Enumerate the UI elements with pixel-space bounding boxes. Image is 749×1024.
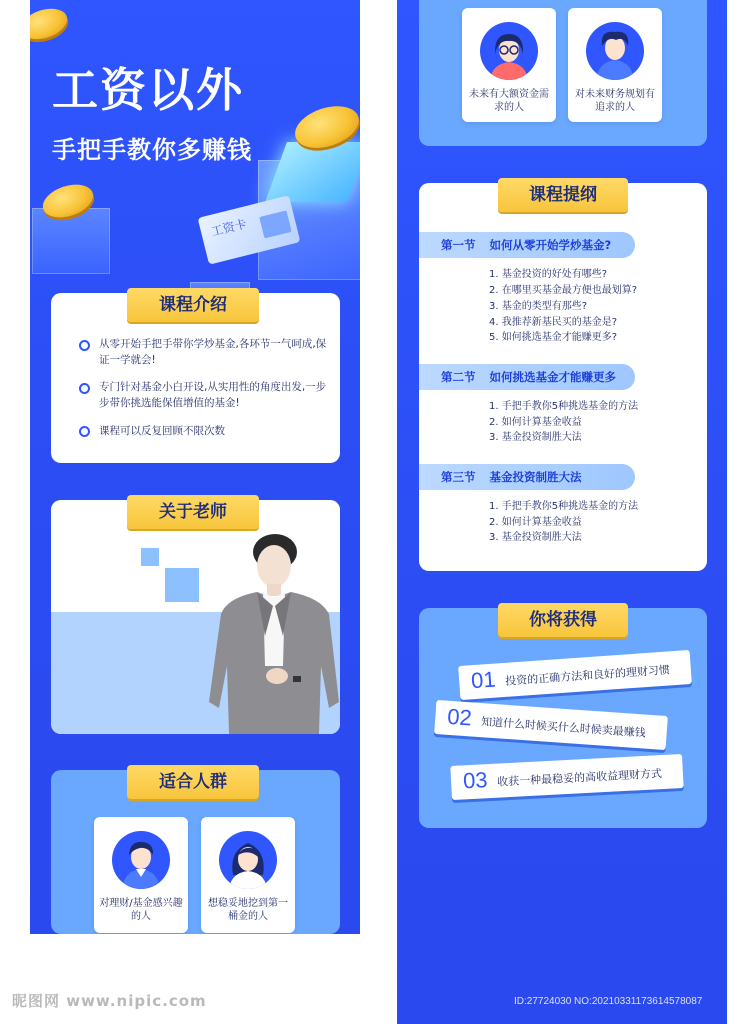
- avatar: [112, 831, 170, 889]
- benefit-number: 02: [446, 703, 473, 731]
- benefit-number: 01: [470, 666, 497, 694]
- intro-item: 课程可以反复回顾不限次数: [99, 425, 225, 437]
- outline-item: 2. 如何计算基金收益: [489, 417, 582, 428]
- audience-card-continued: [419, 0, 707, 146]
- outline-item: 3. 基金投资制胜大法: [489, 432, 582, 443]
- audience-item: [568, 8, 662, 122]
- bullet-circle-icon: [79, 383, 90, 394]
- outline-item: 1. 基金投资的好处有哪些?: [489, 269, 608, 280]
- audience-caption: 想稳妥地挖到第一桶金的人: [208, 898, 288, 922]
- teacher-card: [51, 500, 340, 734]
- section-header: [419, 364, 635, 390]
- man-curly-avatar-icon: [586, 22, 644, 80]
- watermark-id: ID:27724030 NO:20210331173614578087: [514, 996, 703, 1007]
- avatar: [586, 22, 644, 80]
- audience-heading: 适合人群: [127, 765, 259, 799]
- course-outline-heading: 课程提纲: [498, 178, 628, 212]
- right-panel: [397, 0, 727, 1024]
- teacher-heading: 关于老师: [127, 495, 259, 529]
- benefit-number: 03: [462, 767, 489, 794]
- audience-item: [201, 817, 295, 933]
- outline-item: 3. 基金的类型有那些?: [489, 301, 588, 312]
- section-number: 第二节: [441, 370, 476, 384]
- decorative-square: [165, 568, 199, 602]
- outline-item: 2. 如何计算基金收益: [489, 517, 582, 528]
- audience-caption: 未来有大额资金需求的人: [469, 89, 549, 113]
- benefits-card: [419, 608, 707, 828]
- audience-item: [462, 8, 556, 122]
- section-header: [419, 232, 635, 258]
- benefit-item: [458, 650, 692, 700]
- watermark-logo: 昵图网 www.nipic.com: [12, 992, 207, 1010]
- teacher-photo: [207, 526, 340, 734]
- hero-subtitle: 手把手教你多赚钱: [52, 136, 252, 164]
- outline-item: 4. 我推荐新基民买的基金是?: [489, 317, 618, 328]
- woman-glasses-avatar-icon: [480, 22, 538, 80]
- section-title: 基金投资制胜大法: [489, 470, 582, 484]
- section-number: 第三节: [441, 470, 476, 484]
- bullet-circle-icon: [79, 340, 90, 351]
- course-intro-heading: 课程介绍: [127, 288, 259, 322]
- avatar: [480, 22, 538, 80]
- benefit-text: 收获一种最稳妥的高收益理财方式: [496, 767, 663, 789]
- section-title: 如何从零开始学炒基金?: [489, 238, 612, 252]
- woman-avatar-icon: [219, 831, 277, 889]
- man-avatar-icon: [112, 831, 170, 889]
- audience-caption: 对未来财务规划有追求的人: [575, 89, 655, 113]
- left-panel: [30, 0, 360, 934]
- benefit-text: 投资的正确方法和良好的理财习惯: [504, 663, 671, 688]
- intro-item: 从零开始手把手带你学炒基金,各环节一气呵成,保证一学就会!: [99, 338, 327, 366]
- section-header: [419, 464, 635, 490]
- intro-item: 专门针对基金小白开设,从实用性的角度出发,一步步带你挑选能保值增值的基金!: [99, 381, 327, 409]
- audience-item: [94, 817, 188, 933]
- hero-title: 工资以外: [52, 63, 244, 117]
- glowing-screen-icon: [265, 142, 360, 202]
- benefit-item: [450, 754, 683, 800]
- gold-coin-icon: [30, 3, 71, 44]
- audience-caption: 对理财/基金感兴趣的人: [99, 898, 183, 922]
- outline-item: 1. 手把手教你5种挑选基金的方法: [489, 501, 639, 512]
- benefit-text: 知道什么时候买什么时候卖最赚钱: [480, 715, 647, 740]
- course-outline-card: [419, 183, 707, 571]
- section-number: 第一节: [441, 238, 476, 252]
- decorative-square: [141, 548, 159, 566]
- outline-item: 2. 在哪里买基金最方便也最划算?: [489, 285, 638, 296]
- outline-item: 1. 手把手教你5种挑选基金的方法: [489, 401, 639, 412]
- outline-item: 3. 基金投资制胜大法: [489, 532, 582, 543]
- benefit-item: [434, 700, 668, 750]
- avatar: [219, 831, 277, 889]
- decorative-cube: [32, 208, 110, 274]
- section-title: 如何挑选基金才能赚更多: [489, 370, 616, 384]
- benefits-heading: 你将获得: [498, 603, 628, 637]
- bullet-circle-icon: [79, 426, 90, 437]
- outline-item: 5. 如何挑选基金才能赚更多?: [489, 332, 618, 343]
- salary-card-label: 工资卡: [209, 216, 249, 239]
